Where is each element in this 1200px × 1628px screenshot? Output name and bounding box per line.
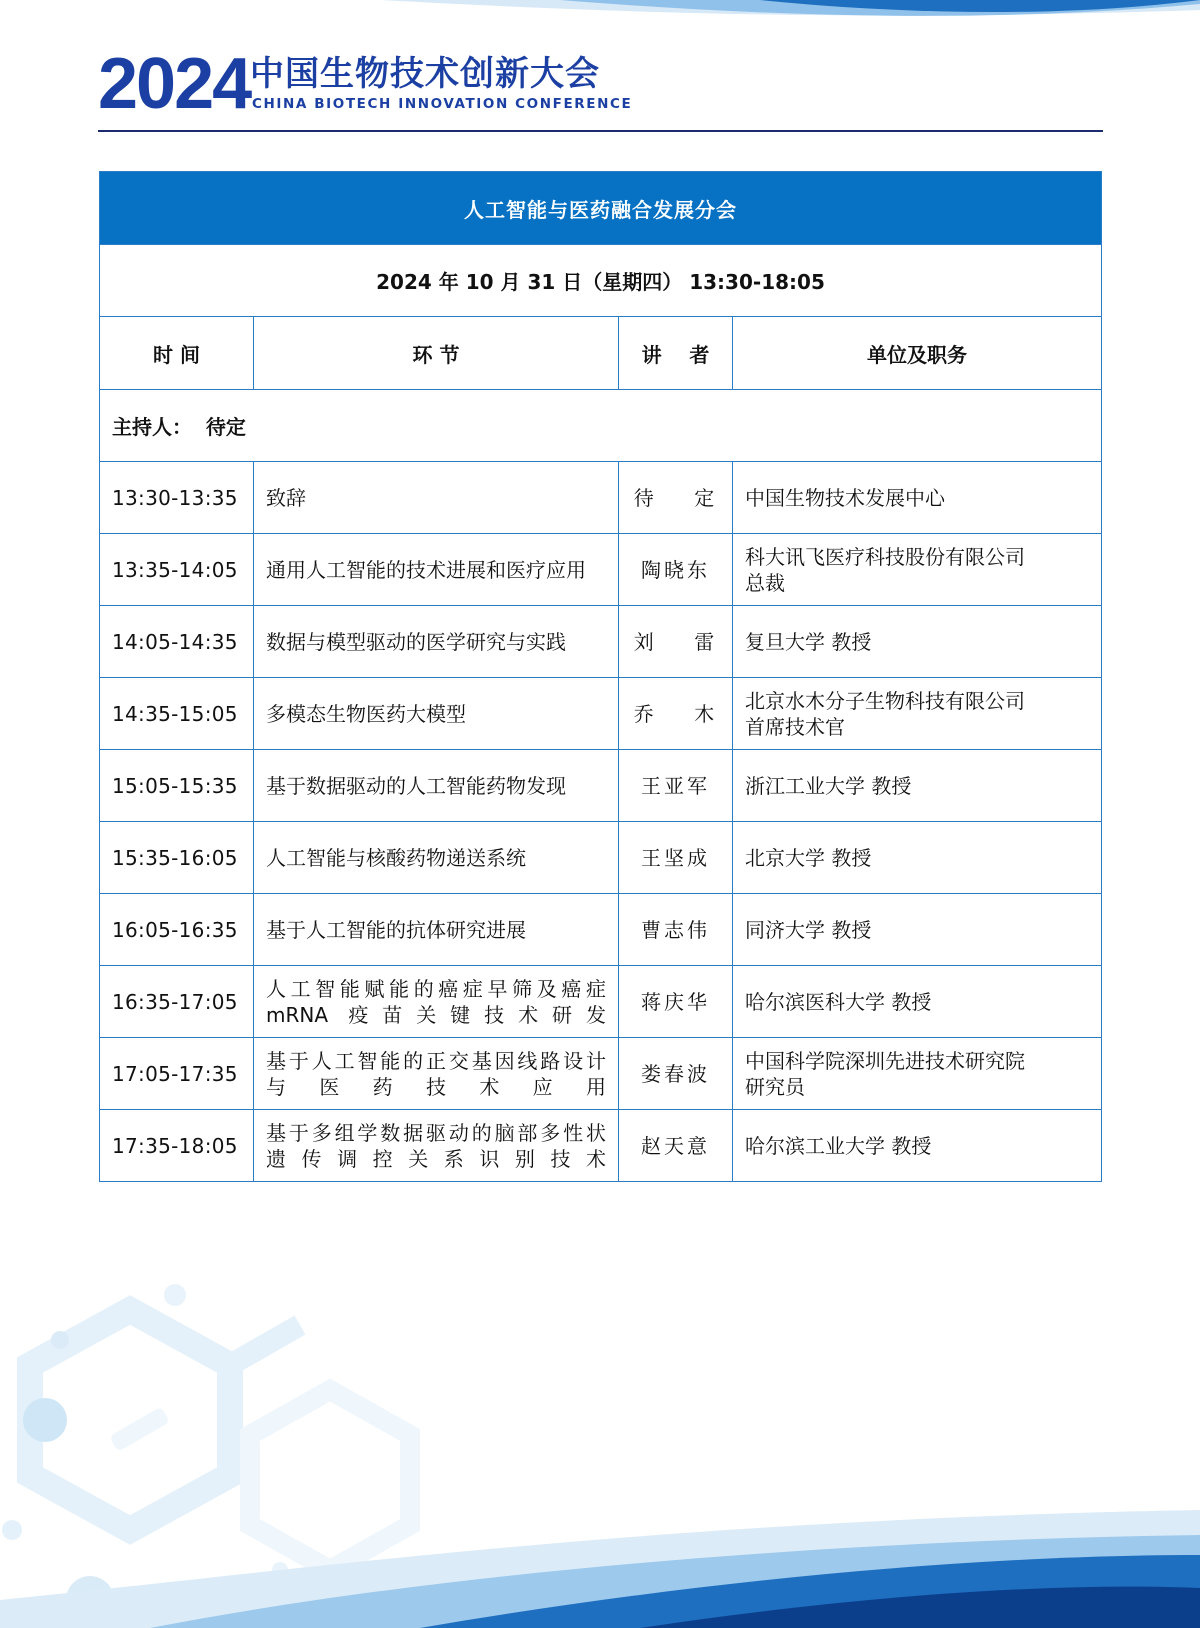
- schedule-row: [100, 1038, 1102, 1110]
- speaker-cell: 王坚成: [619, 822, 733, 894]
- logo-english-name: CHINA BIOTECH INNOVATION CONFERENCE: [252, 96, 633, 112]
- schedule-row: [100, 894, 1102, 966]
- session-cell: 多模态生物医药大模型: [254, 678, 619, 750]
- session-cell: 基于人工智能的正交基因线路设计 与医药技术应用: [254, 1038, 619, 1110]
- table-header-row: [100, 317, 1102, 390]
- host-line: 主持人： 待定: [100, 390, 1102, 462]
- speaker-cell: 蒋庆华: [619, 966, 733, 1038]
- session-cell: 数据与模型驱动的医学研究与实践: [254, 606, 619, 678]
- header-time: 时 间: [100, 317, 254, 390]
- time-cell: 16:35-17:05: [100, 966, 254, 1038]
- speaker-cell: 娄春波: [619, 1038, 733, 1110]
- schedule-row: [100, 606, 1102, 678]
- session-cell: 基于数据驱动的人工智能药物发现: [254, 750, 619, 822]
- logo-year: 2024: [98, 44, 251, 124]
- speaker-cell: 陶晓东: [619, 534, 733, 606]
- speaker-cell: 刘 雷: [619, 606, 733, 678]
- time-cell: 14:35-15:05: [100, 678, 254, 750]
- header-speaker: 讲 者: [619, 317, 733, 390]
- schedule-row: [100, 534, 1102, 606]
- affiliation-cell: 哈尔滨工业大学 教授: [733, 1110, 1102, 1182]
- time-cell: 15:35-16:05: [100, 822, 254, 894]
- affiliation-cell: 中国科学院深圳先进技术研究院 研究员: [733, 1038, 1102, 1110]
- time-cell: 15:05-15:35: [100, 750, 254, 822]
- schedule-row: [100, 678, 1102, 750]
- time-cell: 17:05-17:35: [100, 1038, 254, 1110]
- session-cell: 人工智能与核酸药物递送系统: [254, 822, 619, 894]
- affiliation-cell: 科大讯飞医疗科技股份有限公司 总裁: [733, 534, 1102, 606]
- top-wave-decoration: [0, 0, 1200, 40]
- forum-title: 人工智能与医药融合发展分会: [100, 172, 1102, 245]
- time-cell: 13:35-14:05: [100, 534, 254, 606]
- schedule-row: [100, 966, 1102, 1038]
- header-affiliation: 单位及职务: [733, 317, 1102, 390]
- session-cell: 致辞: [254, 462, 619, 534]
- schedule-row: [100, 1110, 1102, 1182]
- schedule-row: [100, 462, 1102, 534]
- affiliation-cell: 复旦大学 教授: [733, 606, 1102, 678]
- header-session: 环 节: [254, 317, 619, 390]
- affiliation-cell: 中国生物技术发展中心: [733, 462, 1102, 534]
- speaker-cell: 赵天意: [619, 1110, 733, 1182]
- speaker-cell: 王亚军: [619, 750, 733, 822]
- speaker-cell: 曹志伟: [619, 894, 733, 966]
- affiliation-cell: 哈尔滨医科大学 教授: [733, 966, 1102, 1038]
- session-cell: 人工智能赋能的癌症早筛及癌症 mRNA 疫苗关键技术研发: [254, 966, 619, 1038]
- session-cell: 基于多组学数据驱动的脑部多性状 遗传调控关系识别技术: [254, 1110, 619, 1182]
- time-cell: 14:05-14:35: [100, 606, 254, 678]
- time-cell: 17:35-18:05: [100, 1110, 254, 1182]
- forum-date: 2024 年 10 月 31 日（星期四） 13:30-18:05: [100, 245, 1102, 317]
- affiliation-cell: 北京水木分子生物科技有限公司 首席技术官: [733, 678, 1102, 750]
- logo-chinese-name: 中国生物技术创新大会: [250, 54, 600, 94]
- schedule-row: [100, 822, 1102, 894]
- time-cell: 13:30-13:35: [100, 462, 254, 534]
- speaker-cell: 乔 木: [619, 678, 733, 750]
- affiliation-cell: 同济大学 教授: [733, 894, 1102, 966]
- speaker-cell: 待 定: [619, 462, 733, 534]
- schedule-table: [99, 171, 1102, 1182]
- affiliation-cell: 北京大学 教授: [733, 822, 1102, 894]
- session-cell: 基于人工智能的抗体研究进展: [254, 894, 619, 966]
- time-cell: 16:05-16:35: [100, 894, 254, 966]
- schedule-row: [100, 750, 1102, 822]
- molecule-decoration: [0, 1270, 1200, 1628]
- header-divider: [98, 130, 1103, 132]
- affiliation-cell: 浙江工业大学 教授: [733, 750, 1102, 822]
- session-cell: 通用人工智能的技术进展和医疗应用: [254, 534, 619, 606]
